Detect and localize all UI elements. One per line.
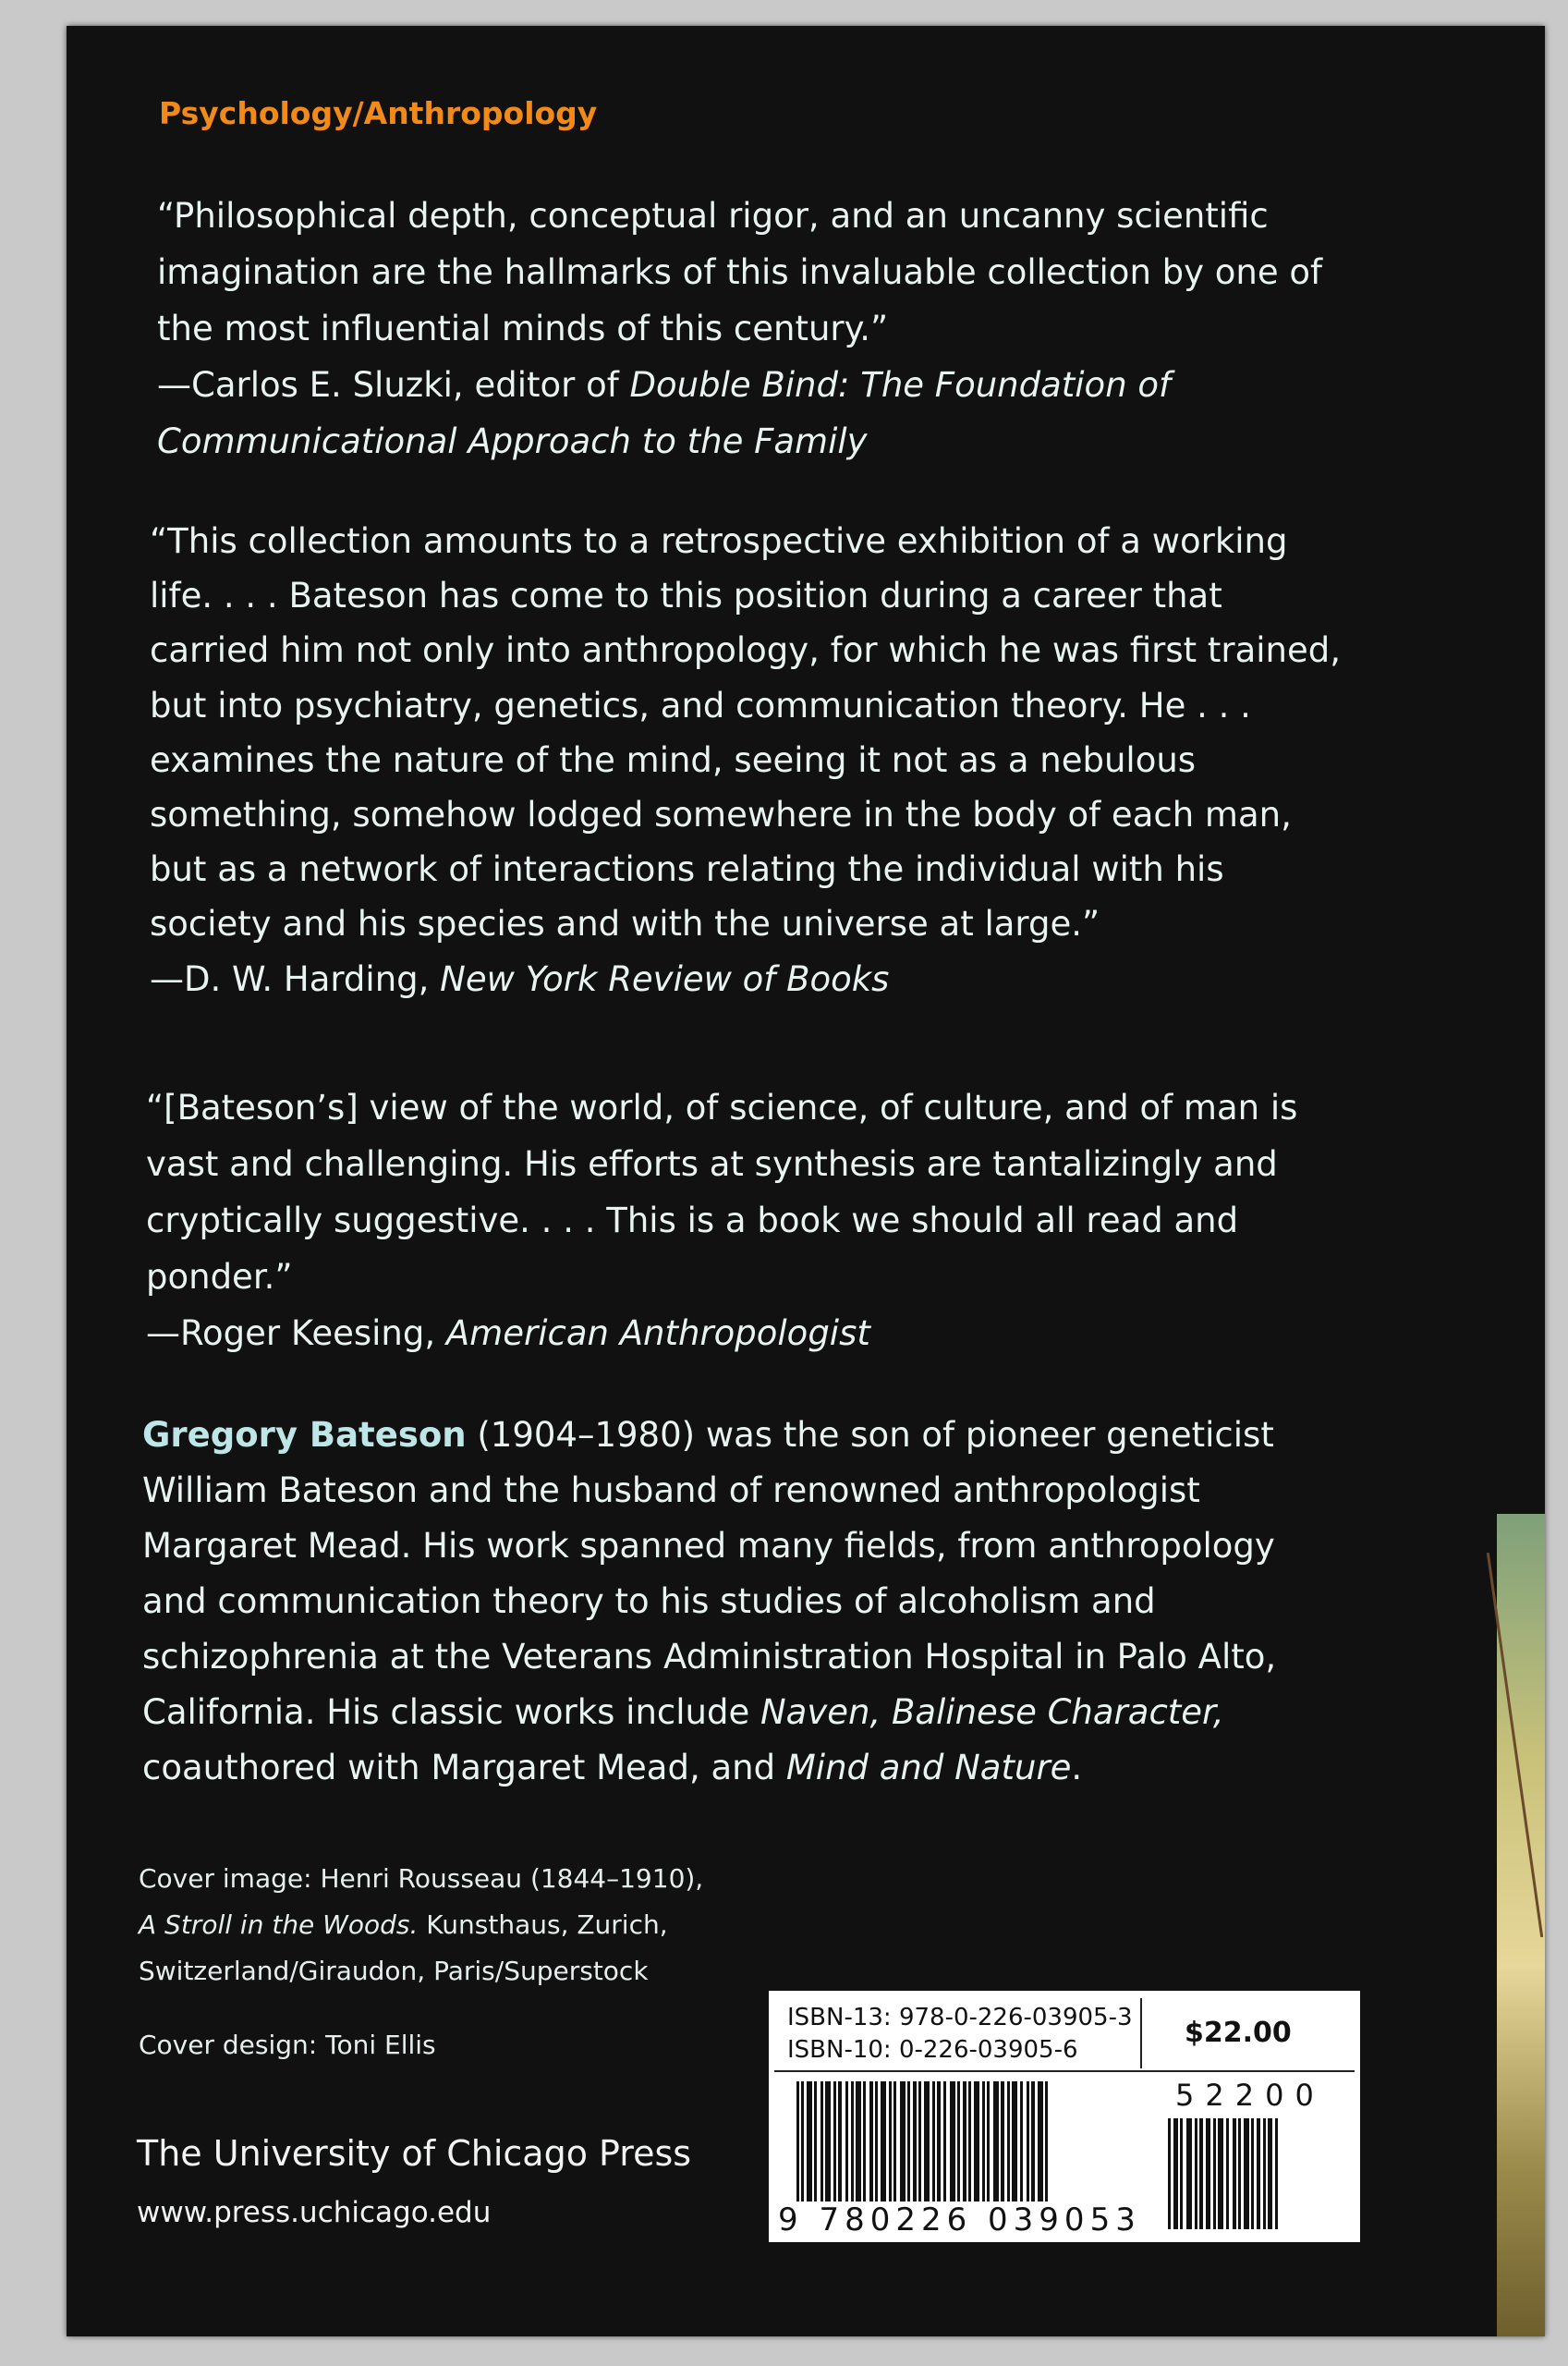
attribution-author: —D. W. Harding, — [150, 958, 441, 999]
author-name: Gregory Bateson — [142, 1415, 467, 1455]
barcode-gap — [1048, 2081, 1051, 2211]
painting-title: A Stroll in the Woods. — [139, 1909, 419, 1940]
attribution-source: American Anthropologist — [445, 1313, 870, 1354]
blurb-quote-1 — [157, 188, 1331, 470]
credit-line: Cover image: Henri Rousseau (1844–1910), — [139, 1863, 704, 1894]
cover-image-credit — [139, 1856, 785, 1994]
attribution-source: Double Bind: The Foundation of Communicational Approach to the Family — [157, 365, 1172, 462]
quote-attribution — [146, 1305, 1310, 1361]
quote-text: “This collection amounts to a retrospective exhibition of a working life. . . . Bateson has come to this position during a career that carried him not only into anthropology, for which he was first trained, but into psychiatry, genetics, and communication theory. He . . . examines the nature of the mind, seeing it not as a nebulous something, somehow lodged somewhere in the body of each man, but as a network of interactions relating the individual with his society and his species and with the universe at large.” — [150, 521, 1342, 945]
publisher-name: The University of Chicago Press — [137, 2133, 692, 2174]
credit-line — [139, 1902, 785, 1948]
attribution-source: New York Review of Books — [440, 958, 890, 999]
attribution-author: —Roger Keesing, — [146, 1313, 446, 1354]
quote-attribution — [150, 952, 1351, 1006]
price-supplement-number: 52200 — [1175, 2078, 1325, 2113]
blurb-quote-3 — [146, 1079, 1310, 1361]
painting-branch — [1487, 1553, 1543, 1937]
bio-work-title: Naven, Balinese Character, — [760, 1691, 1224, 1732]
isbn-barcode-panel — [769, 1991, 1360, 2242]
isbn-13: ISBN-13: 978-0-226-03905-3 — [787, 2004, 1133, 2031]
ean-number: 9 780226 039053 — [778, 2201, 1145, 2238]
cover-design-credit: Cover design: Toni Ellis — [139, 2030, 436, 2060]
price-label: $22.00 — [1185, 2017, 1292, 2049]
quote-text: “Philosophical depth, conceptual rigor, and an uncanny scientific imagination are the hallmarks of this invaluable collection by one of the most influential minds of this century.” — [157, 196, 1323, 349]
isbn-numbers — [787, 2002, 1133, 2067]
barcode-bar — [1275, 2118, 1278, 2229]
bio-work-title: Mind and Nature — [785, 1747, 1072, 1787]
category-label: Psychology/Anthropology — [159, 95, 598, 131]
bio-text: (1904–1980) was the son of pioneer geneticist William Bateson and the husband of renowned anthropologist Margaret Mead. His work spanned many fields, from anthropology and communication theory to his studies of alcoholism and schizophrenia at the Veterans Administration Hospital in Palo Alto, California. His classic works include — [142, 1415, 1277, 1732]
credit-line: Switzerland/Giraudon, Paris/Superstock — [139, 1955, 649, 1986]
blurb-quote-2 — [150, 514, 1351, 1006]
quote-text: “[Bateson’s] view of the world, of science, of culture, and of man is vast and challenging. His efforts at synthesis are tantalizingly and cryptically suggestive. . . . This is a book we should all read and ponder.” — [146, 1088, 1298, 1298]
cover-painting-edge — [1497, 1514, 1545, 2336]
bio-text: coauthored with Margaret Mead, and — [142, 1747, 786, 1787]
bio-text: . — [1071, 1747, 1083, 1787]
panel-divider — [1140, 1998, 1142, 2068]
price-barcode-bars — [1168, 2118, 1278, 2229]
ean-barcode-bars — [796, 2081, 1051, 2211]
author-bio — [142, 1408, 1343, 1796]
attribution-author: —Carlos E. Sluzki, editor of — [157, 365, 630, 406]
quote-attribution — [157, 357, 1331, 470]
isbn-10: ISBN-10: 0-226-03905-6 — [787, 2036, 1078, 2065]
panel-divider — [774, 2070, 1355, 2072]
book-back-cover — [67, 26, 1545, 2336]
publisher-url: www.press.uchicago.edu — [137, 2196, 492, 2229]
credit-location: Kunsthaus, Zurich, — [418, 1909, 668, 1940]
